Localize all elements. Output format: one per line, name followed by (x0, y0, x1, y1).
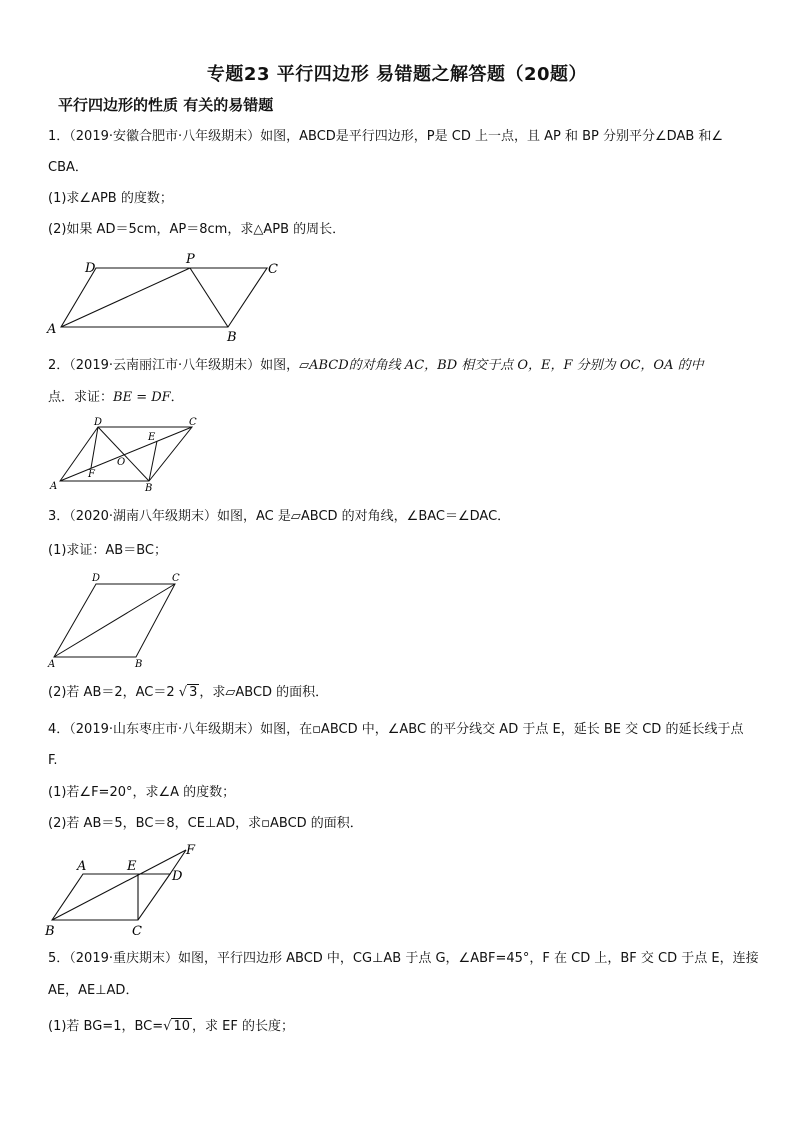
p4-label-e: E (127, 859, 137, 874)
p3-q2-prefix: (2)若 AB＝2，AC＝2 (48, 685, 175, 700)
p4-label-c: C (132, 924, 142, 939)
p4-label-a: A (77, 859, 87, 874)
p2-line1-math: ▱ABCD的对角线 AC，BD 相交于点 O，E，F 分别为 OC，OA 的中 (299, 358, 704, 373)
p1-label-b: B (227, 330, 237, 345)
p5-q1-prefix: (1)若 BG=1，BC= (48, 1019, 164, 1034)
p2-line1 (48, 357, 704, 375)
p4-line1: 4．（2019·山东枣庄市·八年级期末）如图，在▫ABCD 中，∠ABC 的平分线交 AD 于点 E，延长 BE 交 CD 的延长线于点 (48, 722, 744, 737)
p1-label-c: C (268, 262, 278, 277)
p4-line2: F. (48, 753, 58, 768)
p4-figure (45, 842, 205, 942)
p2-figure (45, 415, 205, 495)
p2-label-c: C (189, 417, 197, 428)
section-heading: 平行四边形的性质 有关的易错题 (58, 96, 274, 114)
p3-q2-root: 3 (189, 685, 198, 700)
p3-label-b: B (135, 659, 143, 670)
p3-question2 (48, 684, 328, 702)
p2-label-o: O (117, 457, 126, 468)
p5-q1-suffix: ，求 EF 的长度； (191, 1019, 294, 1034)
p2-label-f: F (88, 469, 95, 480)
sqrt-symbol: √ 3 (178, 685, 198, 700)
sqrt-symbol: √ 10 (163, 1019, 190, 1034)
p2-line2-math: BE = DF (113, 390, 171, 405)
p2-label-d: D (94, 417, 103, 428)
p2-line2 (48, 389, 184, 407)
p2-label-e: E (148, 432, 156, 443)
p4-question2: (2)若 AB＝5，BC＝8，CE⊥AD，求▫ABCD 的面积． (48, 816, 363, 831)
p1-label-d: D (85, 261, 96, 276)
p1-figure (40, 250, 300, 345)
p1-label-a: A (47, 322, 57, 337)
p2-line2-end: ． (170, 390, 184, 405)
p4-label-f: F (186, 843, 196, 858)
p3-label-c: C (172, 573, 180, 584)
page-title: 专题23 平行四边形 易错题之解答题（20题） (206, 64, 588, 85)
p3-line1: 3．（2020·湖南八年级期末）如图，AC 是▱ABCD 的对角线，∠BAC＝∠DAC． (48, 509, 511, 524)
p3-question1: (1)求证：AB＝BC； (48, 543, 167, 558)
p3-figure (45, 570, 195, 670)
p2-label-a: A (50, 481, 58, 492)
p1-line2: CBA． (48, 160, 88, 175)
p5-line1: 5．（2019·重庆期末）如图，平行四边形 ABCD 中，CG⊥AB 于点 G，∠ABF=45°，F 在 CD 上，BF 交 CD 于点 E，连接 (48, 951, 759, 966)
p3-label-d: D (92, 573, 101, 584)
p4-question1: (1)若∠F=20°，求∠A 的度数； (48, 785, 236, 800)
p4-label-b: B (45, 924, 55, 939)
p5-line2: AE，AE⊥AD． (48, 983, 139, 998)
p3-label-a: A (48, 659, 56, 670)
p1-question1: (1)求∠APB 的度数； (48, 191, 173, 206)
p4-label-d: D (172, 869, 183, 884)
p3-q2-suffix: ，求▱ABCD 的面积． (199, 685, 329, 700)
p2-line1-prefix: 2．（2019·云南丽江市·八年级期末）如图， (48, 358, 300, 373)
p1-question2: (2)如果 AD＝5cm，AP＝8cm，求△APB 的周长． (48, 222, 346, 237)
p1-line1: 1．（2019·安徽合肥市·八年级期末）如图，ABCD是平行四边形，P是 CD 上一点，且 AP 和 BP 分别平分∠DAB 和∠ (48, 129, 724, 144)
p5-q1-root: 10 (173, 1019, 190, 1034)
p2-label-b: B (145, 483, 153, 494)
p2-line2-text: 点．求证： (48, 390, 114, 405)
p5-question1 (48, 1018, 294, 1036)
p1-label-p: P (186, 252, 195, 267)
